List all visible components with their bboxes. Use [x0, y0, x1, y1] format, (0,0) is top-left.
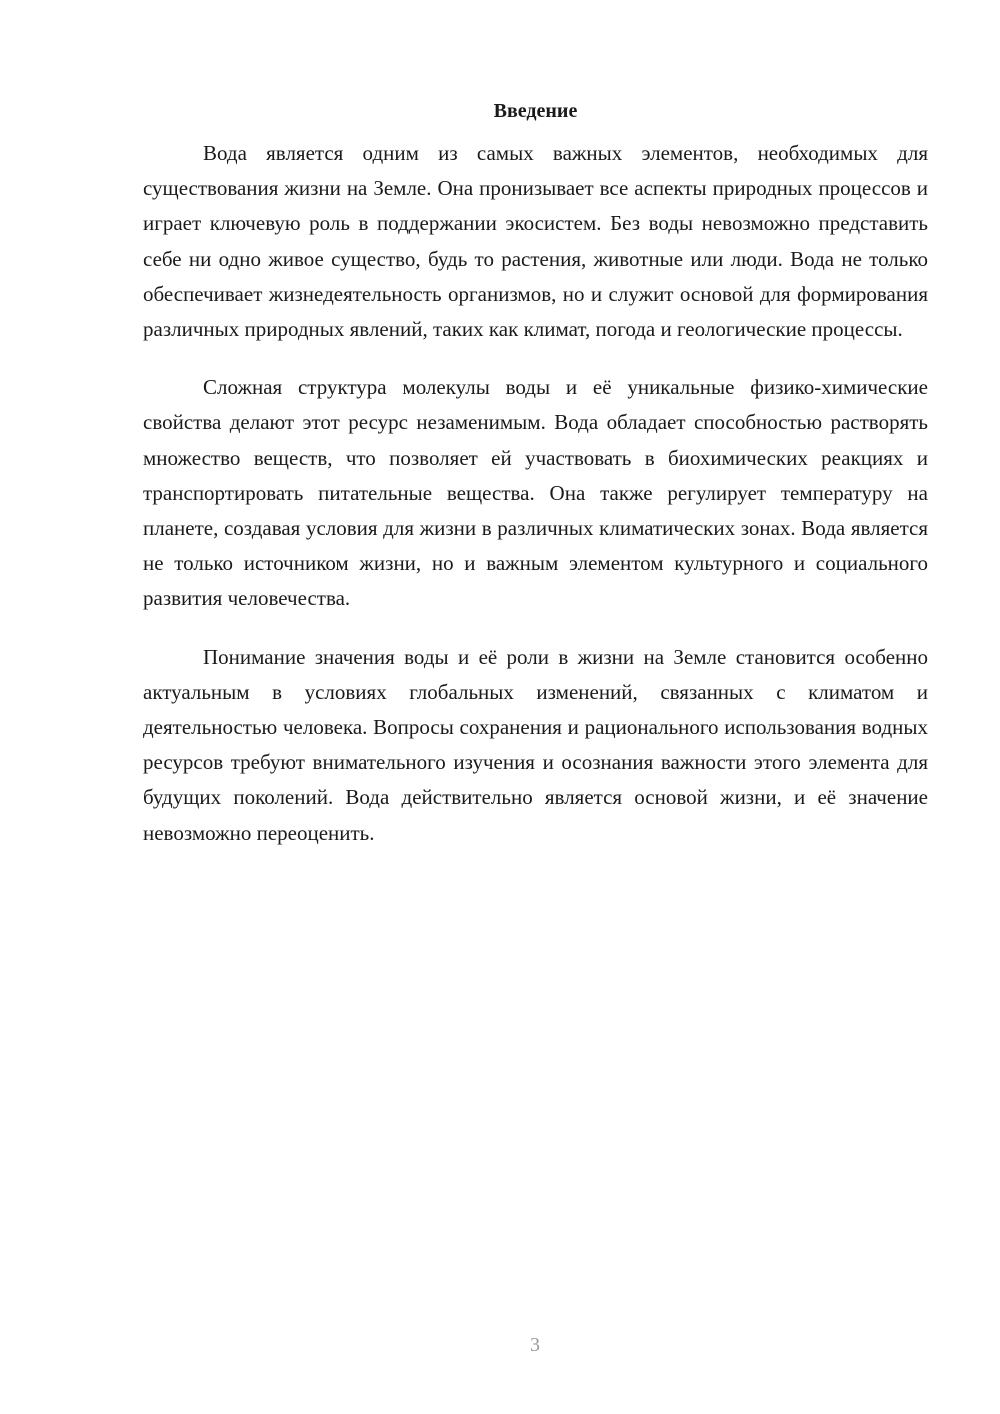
- section-title: Введение: [493, 100, 578, 122]
- page-number: 3: [530, 1334, 540, 1356]
- page-content: [143, 98, 928, 874]
- paragraph-1: Вода является одним из самых важных элементов, необходимых для существования жизни на Земле. Она пронизывает все аспекты природных процессов и играет ключевую роль в поддержании экосистем. Без воды невозможно представить себе ни одно живое существо, будь то растения, животные или люди. Вода не только обеспечивает жизнедеятельность организмов, но и служит основой для формирования различных природных явлений, таких как климат, погода и геологические процессы.: [143, 141, 928, 342]
- paragraph-3: Понимание значения воды и её роли в жизни на Земле становится особенно актуальным в условиях глобальных изменений, связанных с климатом и деятельностью человека. Вопросы сохранения и рационального использования водных ресурсов требуют внимательного изучения и осознания важности этого элемента для будущих поколений. Вода действительно является основой жизни, и её значение невозможно переоценить.: [143, 644, 928, 845]
- paragraph-2: Сложная структура молекулы воды и её уникальные физико-химические свойства делают этот ресурс незаменимым. Вода обладает способностью растворять множество веществ, что позволяет ей участвовать в биохимических реакциях и транспортировать питательные вещества. Она также регулирует температуру на планете, создавая условия для жизни в различных климатических зонах. Вода является не только источником жизни, но и важным элементом культурного и социального развития человечества.: [143, 375, 928, 611]
